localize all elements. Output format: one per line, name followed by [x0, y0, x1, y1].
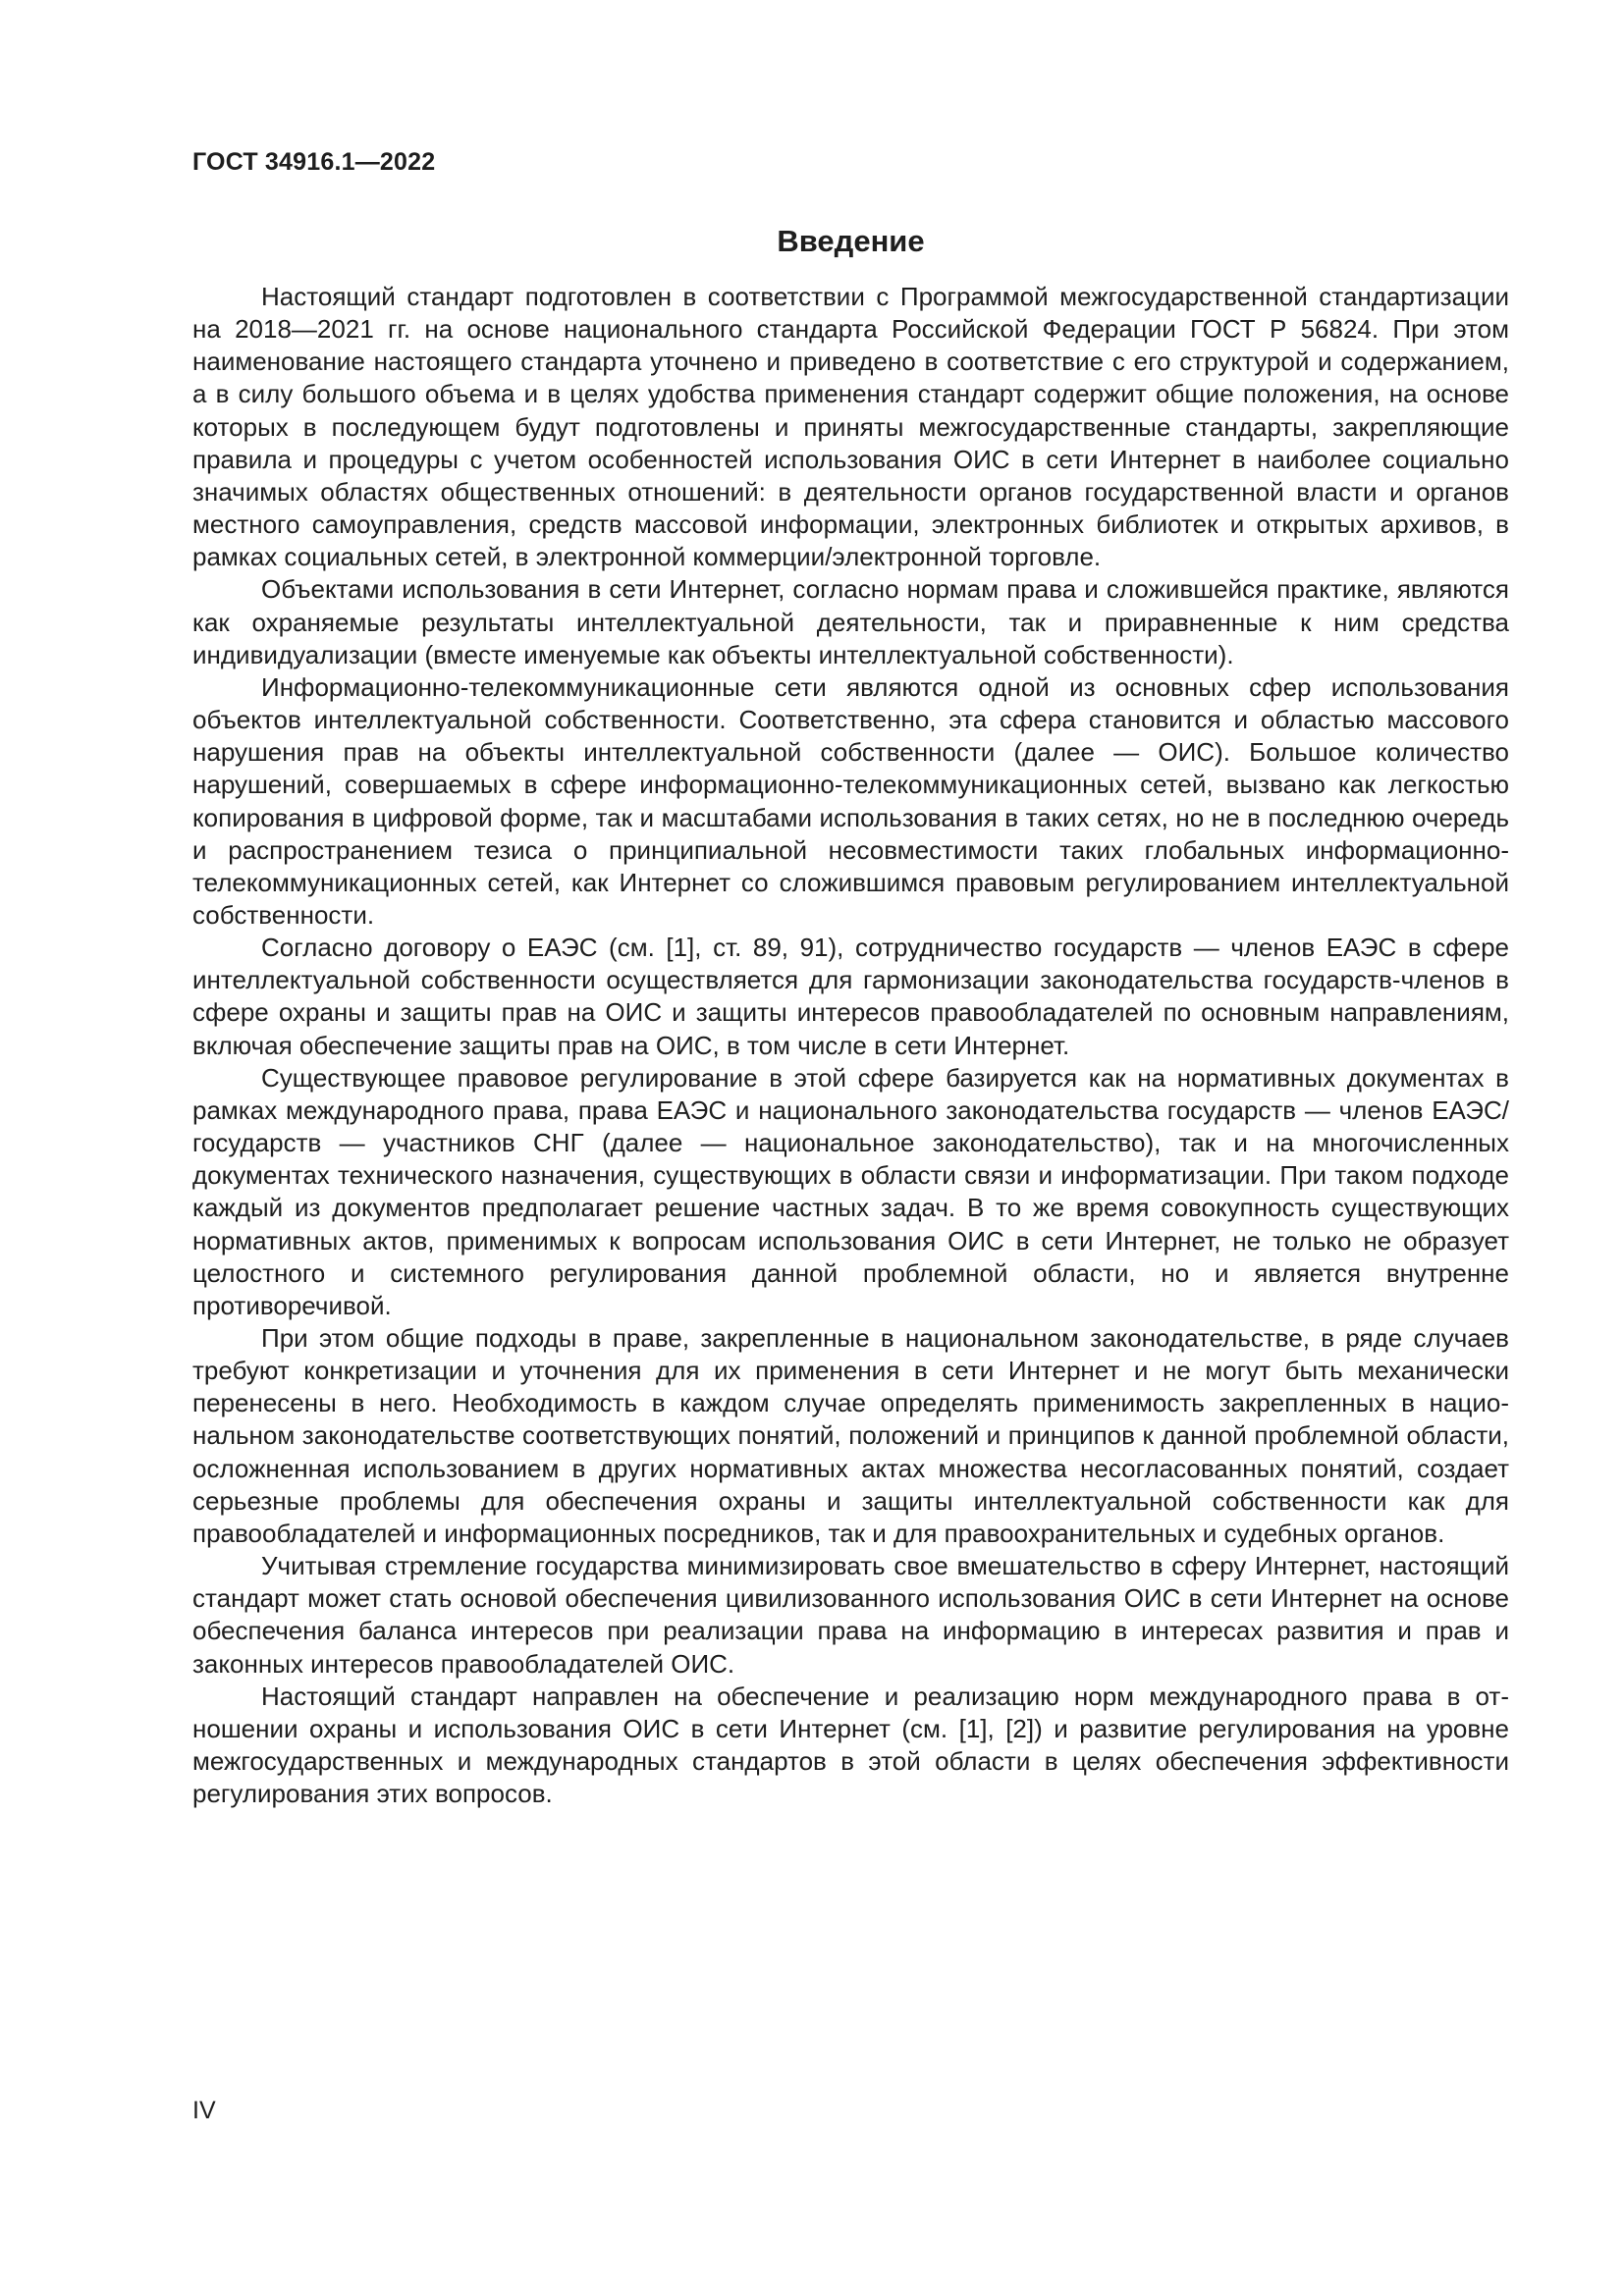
document-id: ГОСТ 34916.1—2022	[192, 148, 436, 176]
paragraph: Информационно-телекоммуникационные сети являются одной из основных сфер использования объектов интеллектуальной собственности. Соответственно, эта сфера становится и областью массового нарушения прав на объекты интеллектуальной собственности (далее — ОИС). Большое количество нарушений, совершаемых в сфере информационно-телекоммуникационных сетей, вызвано как легкостью копирования в цифровой форме, так и масштабами использования в таких сетях, но не в последнюю очередь и распространением тезиса о принципиальной несовместимости таких глобальных информационно-телекоммуникационных сетей, как Интернет со сложившимся правовым регулированием интеллектуальной собственности.	[192, 671, 1509, 930]
section-body	[192, 281, 1509, 1810]
section-title: Введение	[777, 224, 925, 258]
paragraph: Существующее правовое регулирование в этой сфере базируется как на нормативных документах в рамках международного права, права ЕАЭС и национального законодательства государств — членов ЕАЭС/государств — участников СНГ (далее — национальное законодательство), так и на многочисленных документах технического назначения, существующих в области связи и информатизации. При таком подходе каждый из документов предполагает решение частных задач. В то же время совокупность существующих нормативных актов, применимых к вопросам использования ОИС в сети Интернет, не только не образует целостного и системного регулирования данной проблемной области, но и является внутренне противоречивой.	[192, 1062, 1509, 1320]
paragraph: Согласно договору о ЕАЭС (см. [1], ст. 89, 91), сотрудничество государств — членов ЕАЭС в сфере интеллектуальной собственности осуществляется для гармонизации законодательства государств-​членов в сфере охраны и защиты прав на ОИС и защиты интересов правообладателей по основным направлениям, включая обеспечение защиты прав на ОИС, в том числе в сети Интернет.	[192, 933, 1509, 1060]
paragraph: Настоящий стандарт подготовлен в соответствии с Программой межгосударственной стандартизации на 2018—2021 гг. на основе национального стандарта Российской Федерации ГОСТ Р 56824. При этом наименование настоящего стандарта уточнено и приведено в соответствие с его структурой и содержанием, а в силу большого объема и в целях удобства применения стандарт содержит общие положения, на основе которых в последующем будут подготовлены и приняты межгосударственные стандарты, закрепляющие правила и процедуры с учетом особенностей использования ОИС в сети Интернет в наиболее социально значимых областях общественных отношений: в деятельности органов государственной власти и органов местного самоуправления, средств массовой информации, электронных библиотек и открытых архивов, в рамках социальных сетей, в электронной коммерции/​электронной торговле.	[192, 282, 1509, 572]
paragraph: Объектами использования в сети Интернет, согласно нормам права и сложившейся практике, являются как охраняемые результаты интеллектуальной деятельности, так и приравненные к ним средства индивидуализации (вместе именуемые как объекты интеллектуальной собственности).	[192, 574, 1509, 669]
paragraph: Настоящий стандарт направлен на обеспечение и реализацию норм международного права в отношении охраны и использования ОИС в сети Интернет (см. [1], [2]) и развитие регулирования на уровне межгосударственных и международных стандартов в этой области в целях обеспечения эффективности регулирования этих вопросов.	[192, 1681, 1509, 1809]
paragraph: Учитывая стремление государства минимизировать свое вмешательство в сферу Интернет, настоящий стандарт может стать основой обеспечения цивилизованного использования ОИС в сети Интернет на основе обеспечения баланса интересов при реализации права на информацию в интересах развития и прав и законных интересов правообладателей ОИС.	[192, 1551, 1509, 1679]
page-number: IV	[192, 2097, 216, 2124]
paragraph: При этом общие подходы в праве, закрепленные в национальном законодательстве, в ряде случаев требуют конкретизации и уточнения для их применения в сети Интернет и не могут быть механически перенесены в него. Необходимость в каждом случае определять применимость закрепленных в национальном законодательстве соответствующих понятий, положений и принципов к данной проблемной области, осложненная использованием в других нормативных актах множества несогласованных понятий, создает серьезные проблемы для обеспечения охраны и защиты интеллектуальной собственности как для правообладателей и информационных посредников, так и для правоохранительных и судебных органов.	[192, 1323, 1509, 1548]
